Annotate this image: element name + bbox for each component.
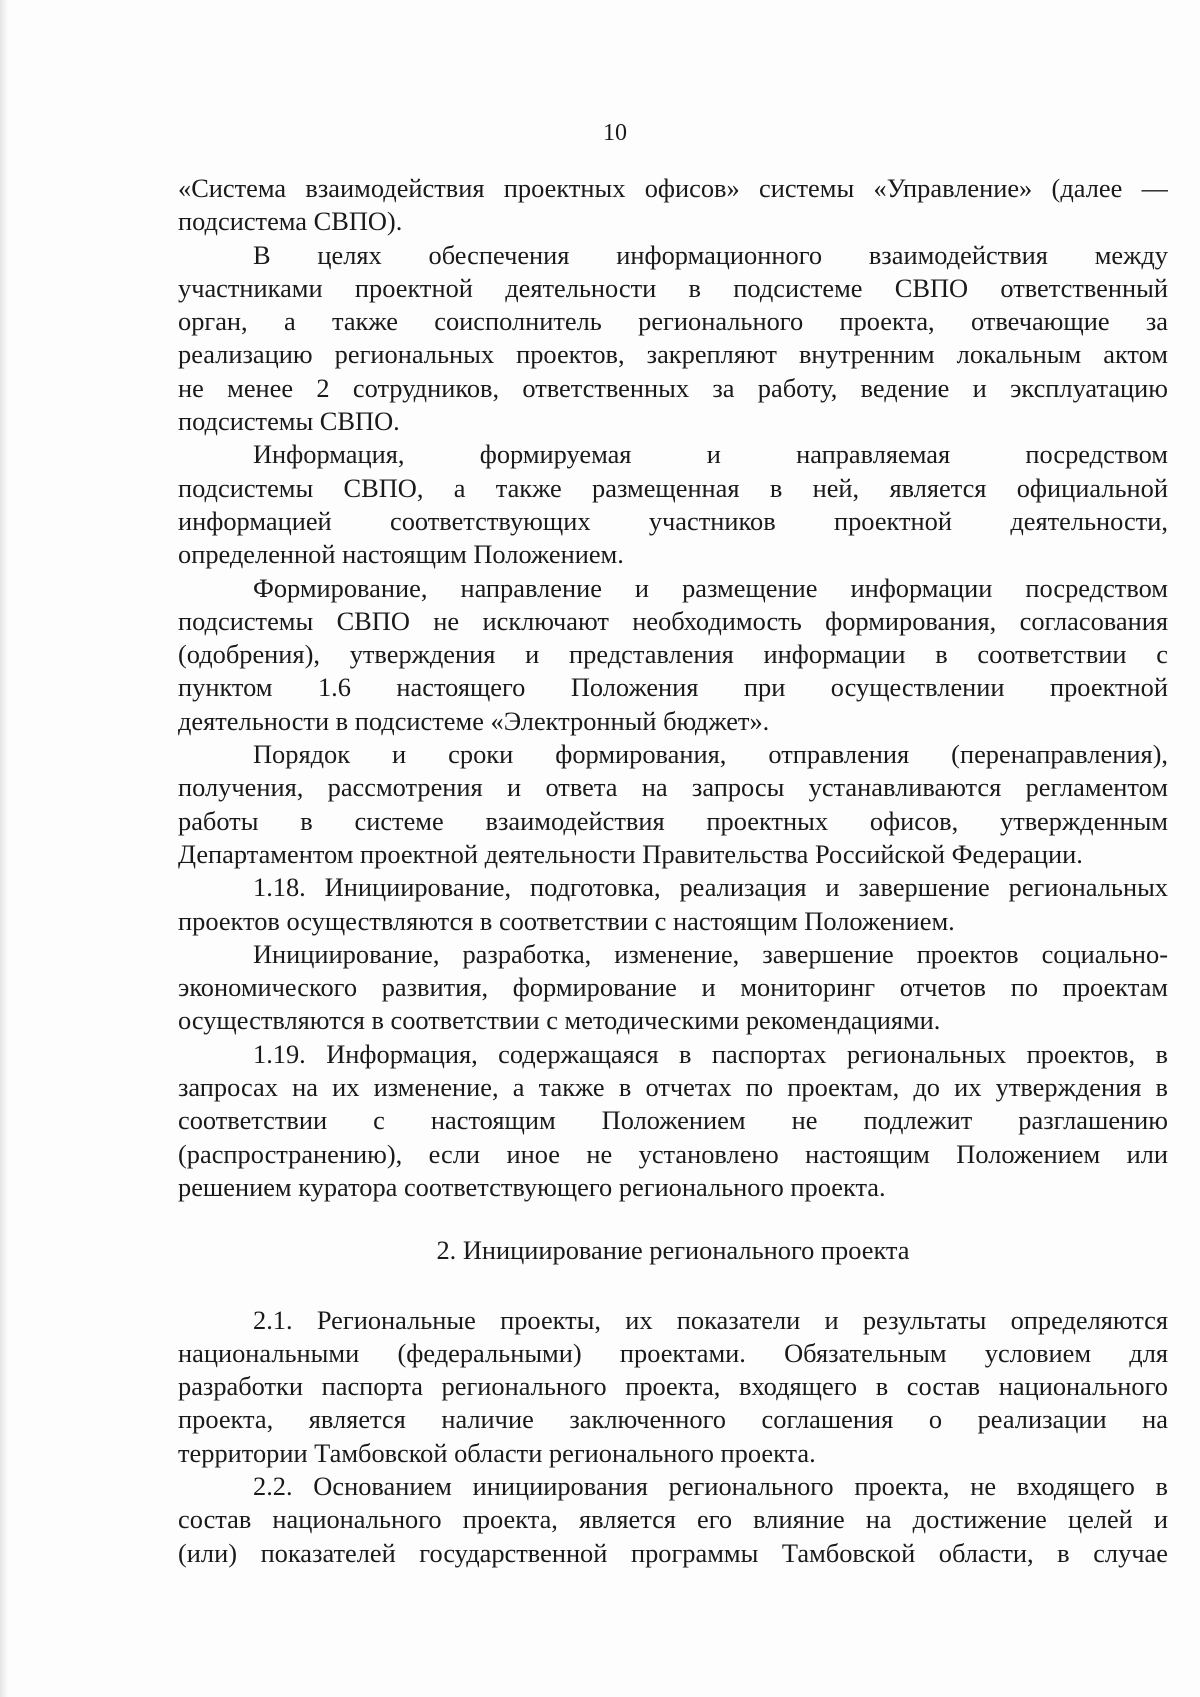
page-number: 10 bbox=[603, 120, 627, 146]
text-line: Инициирование, разработка, изменение, завершение проектов социально- bbox=[253, 938, 1168, 969]
spacer bbox=[178, 1204, 1168, 1234]
paragraph bbox=[178, 438, 1168, 571]
paragraph bbox=[178, 1470, 1168, 1570]
paragraph bbox=[178, 572, 1168, 738]
text-line: 1.19. Информация, содержащаяся в паспортах региональных проектов, в bbox=[253, 1038, 1168, 1069]
text-line: «Система взаимодействия проектных офисов» системы «Управление» (далее — bbox=[178, 173, 1168, 203]
text-line: запросах на их изменение, а также в отчетах по проектам, до их утверждения в bbox=[178, 1072, 1168, 1103]
text-line: пунктом 1.6 настоящего Положения при осуществлении проектной bbox=[178, 672, 1168, 703]
text-line: 2.1. Региональные проекты, их показатели и результаты определяются bbox=[253, 1304, 1168, 1335]
text-line: решением куратора соответствующего регионального проекта. bbox=[178, 1171, 886, 1202]
text-line: соответствии с настоящим Положением не подлежит разглашению bbox=[178, 1105, 1168, 1136]
spacer bbox=[178, 1268, 1168, 1304]
document-body bbox=[178, 172, 1168, 1570]
text-line: (одобрения), утверждения и представления информации в соответствии с bbox=[178, 639, 1168, 670]
paragraph bbox=[178, 871, 1168, 938]
text-line: разработки паспорта регионального проекта, входящего в состав национального bbox=[178, 1371, 1168, 1402]
text-line: подсистемы СВПО не исключают необходимость формирования, согласования bbox=[178, 605, 1168, 636]
text-line: (или) показателей государственной программы Тамбовской области, в случае bbox=[178, 1537, 1168, 1568]
text-line: 1.18. Инициирование, подготовка, реализация и завершение региональных bbox=[253, 872, 1168, 903]
section-heading: 2. Инициирование регионального проекта bbox=[436, 1235, 910, 1266]
text-line: информацией соответствующих участников проектной деятельности, bbox=[178, 505, 1168, 536]
paragraph bbox=[178, 1304, 1168, 1470]
text-line: не менее 2 сотрудников, ответственных за работу, ведение и эксплуатацию bbox=[178, 372, 1168, 403]
text-line: национальными (федеральными) проектами. Обязательным условием для bbox=[178, 1337, 1168, 1368]
text-line: Департаментом проектной деятельности Правительства Российской Федерации. bbox=[178, 838, 1083, 869]
text-line: состав национального проекта, является его влияние на достижение целей и bbox=[178, 1504, 1168, 1535]
text-line: реализацию региональных проектов, закрепляют внутренним локальным актом bbox=[178, 339, 1168, 370]
text-line: 2.2. Основанием инициирования регионального проекта, не входящего в bbox=[253, 1470, 1168, 1501]
text-line: В целях обеспечения информационного взаимодействия между bbox=[253, 239, 1168, 270]
text-line: получения, рассмотрения и ответа на запросы устанавливаются регламентом bbox=[178, 772, 1168, 803]
text-line: подсистемы СВПО. bbox=[178, 406, 400, 437]
text-line: подсистема СВПО). bbox=[178, 206, 403, 237]
text-line: деятельности в подсистеме «Электронный бюджет». bbox=[178, 705, 770, 736]
paragraph bbox=[178, 738, 1168, 871]
paragraph bbox=[178, 938, 1168, 1038]
text-line: осуществляются в соответствии с методическими рекомендациями. bbox=[178, 1005, 941, 1036]
paragraph bbox=[178, 172, 1168, 239]
paragraph bbox=[178, 239, 1168, 439]
text-line: определенной настоящим Положением. bbox=[178, 539, 624, 570]
text-line: проекта, является наличие заключенного соглашения о реализации на bbox=[178, 1404, 1168, 1435]
text-line: Порядок и сроки формирования, отправления (перенаправления), bbox=[253, 739, 1168, 770]
text-line: орган, а также соисполнитель регионального проекта, отвечающие за bbox=[178, 306, 1168, 337]
text-line: работы в системе взаимодействия проектных офисов, утвержденным bbox=[178, 805, 1168, 836]
text-line: территории Тамбовской области регионального проекта. bbox=[178, 1437, 816, 1468]
text-line: экономического развития, формирование и мониторинг отчетов по проектам bbox=[178, 972, 1168, 1003]
text-line: участниками проектной деятельности в подсистеме СВПО ответственный bbox=[178, 272, 1168, 303]
text-line: Формирование, направление и размещение информации посредством bbox=[253, 572, 1168, 603]
paragraph bbox=[178, 1038, 1168, 1204]
text-line: Информация, формируемая и направляемая посредством bbox=[253, 439, 1168, 470]
text-line: проектов осуществляются в соответствии с настоящим Положением. bbox=[178, 905, 955, 936]
scan-edge bbox=[0, 0, 8, 1697]
text-line: (распространению), если иное не установлено настоящим Положением или bbox=[178, 1138, 1168, 1169]
text-line: подсистемы СВПО, а также размещенная в ней, является официальной bbox=[178, 472, 1168, 503]
